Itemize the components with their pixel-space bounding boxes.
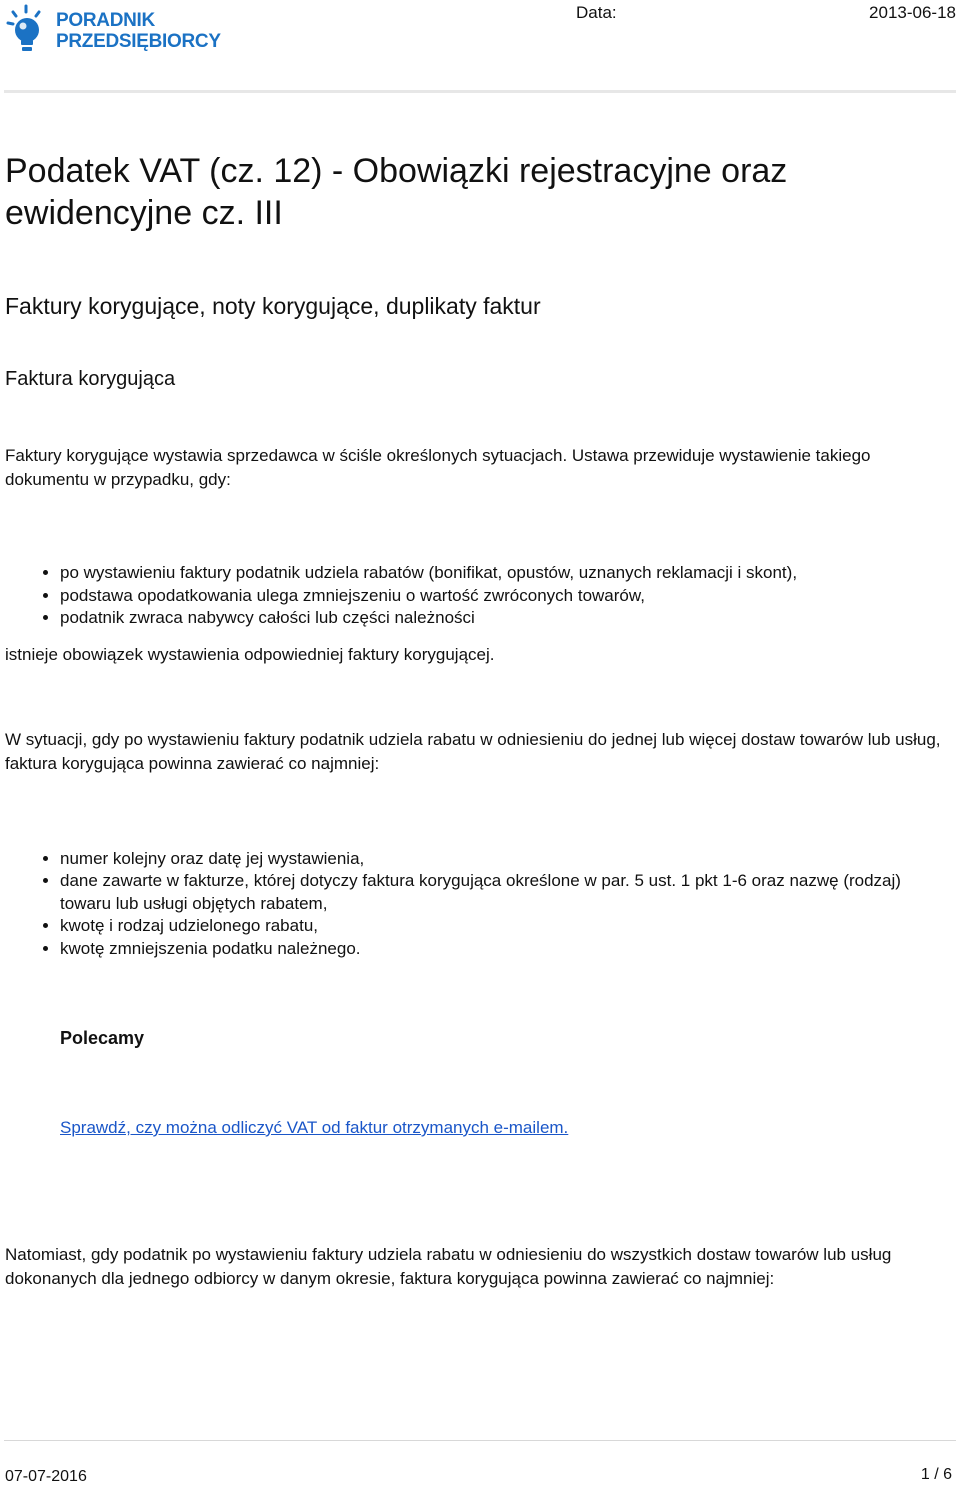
site-logo[interactable] xyxy=(6,4,226,56)
rebate-paragraph: W sytuacji, gdy po wystawieniu faktury podatnik udziela rabatu w odniesieniu do jednej lub więcej dostaw towarów lub usług, faktura korygująca powinna zawierać co najmniej: xyxy=(5,729,941,773)
section-heading: Faktura korygująca xyxy=(5,368,176,390)
recommend-heading: Polecamy xyxy=(60,1028,145,1048)
list-item: • kwotę i rodzaj udzielonego rabatu, xyxy=(60,915,950,938)
required-fields-list xyxy=(5,848,950,961)
recommended-article-link[interactable]: Sprawdź, czy można odliczyć VAT od faktur otrzymanych e-mailem. xyxy=(60,1118,569,1137)
lightbulb-logo-icon xyxy=(6,4,52,56)
date-value: 2013-06-18 xyxy=(869,3,956,22)
list-item: • podstawa opodatkowania ulega zmniejszeniu o wartość zwróconych towarów, xyxy=(60,585,950,608)
footer-divider xyxy=(4,1440,956,1441)
header-divider xyxy=(4,90,956,93)
situations-list xyxy=(5,562,950,630)
obligation-paragraph: istnieje obowiązek wystawienia odpowiedniej faktury korygującej. xyxy=(5,644,495,664)
page-header xyxy=(0,0,960,92)
logo-text-top: PORADNIK xyxy=(56,10,155,31)
logo-text-bottom: PRZEDSIĘBIORCY xyxy=(56,31,221,52)
list-item: • kwotę zmniejszenia podatku należnego. xyxy=(60,938,950,961)
list-item: • podatnik zwraca nabywcy całości lub części należności xyxy=(60,607,950,630)
article-title: Podatek VAT (cz. 12) - Obowiązki rejestracyjne oraz ewidencyjne cz. III xyxy=(5,152,788,232)
article-content xyxy=(5,150,950,1291)
article-subtitle: Faktury korygujące, noty korygujące, duplikaty faktur xyxy=(5,293,541,319)
date-label: Data: xyxy=(576,3,617,22)
list-item: • numer kolejny oraz datę jej wystawienia, xyxy=(60,848,950,871)
intro-paragraph: Faktury korygujące wystawia sprzedawca w ściśle określonych sytuacjach. Ustawa przewiduje wystawienie takiego dokumentu w przypadku, gdy: xyxy=(5,446,871,489)
list-item: • dane zawarte w fakturze, której dotyczy faktura korygująca określone w par. 5 ust. 1 pkt 1-6 oraz nazwę (rodzaj) towaru lub usługi objętych rabatem, xyxy=(60,870,950,915)
print-date: 07-07-2016 xyxy=(5,1468,87,1485)
list-item: • po wystawieniu faktury podatnik udziela rabatów (bonifikat, opustów, uznanych reklamacji i skont), xyxy=(60,562,950,585)
page-number: 1 / 6 xyxy=(920,1466,952,1483)
all-deliveries-paragraph: Natomiast, gdy podatnik po wystawieniu faktury udziela rabatu w odniesieniu do wszystkich dostaw towarów lub usług dokonanych dla jednego odbiorcy w danym okresie, faktura korygująca powinna zawierać co najmniej: xyxy=(5,1245,892,1288)
